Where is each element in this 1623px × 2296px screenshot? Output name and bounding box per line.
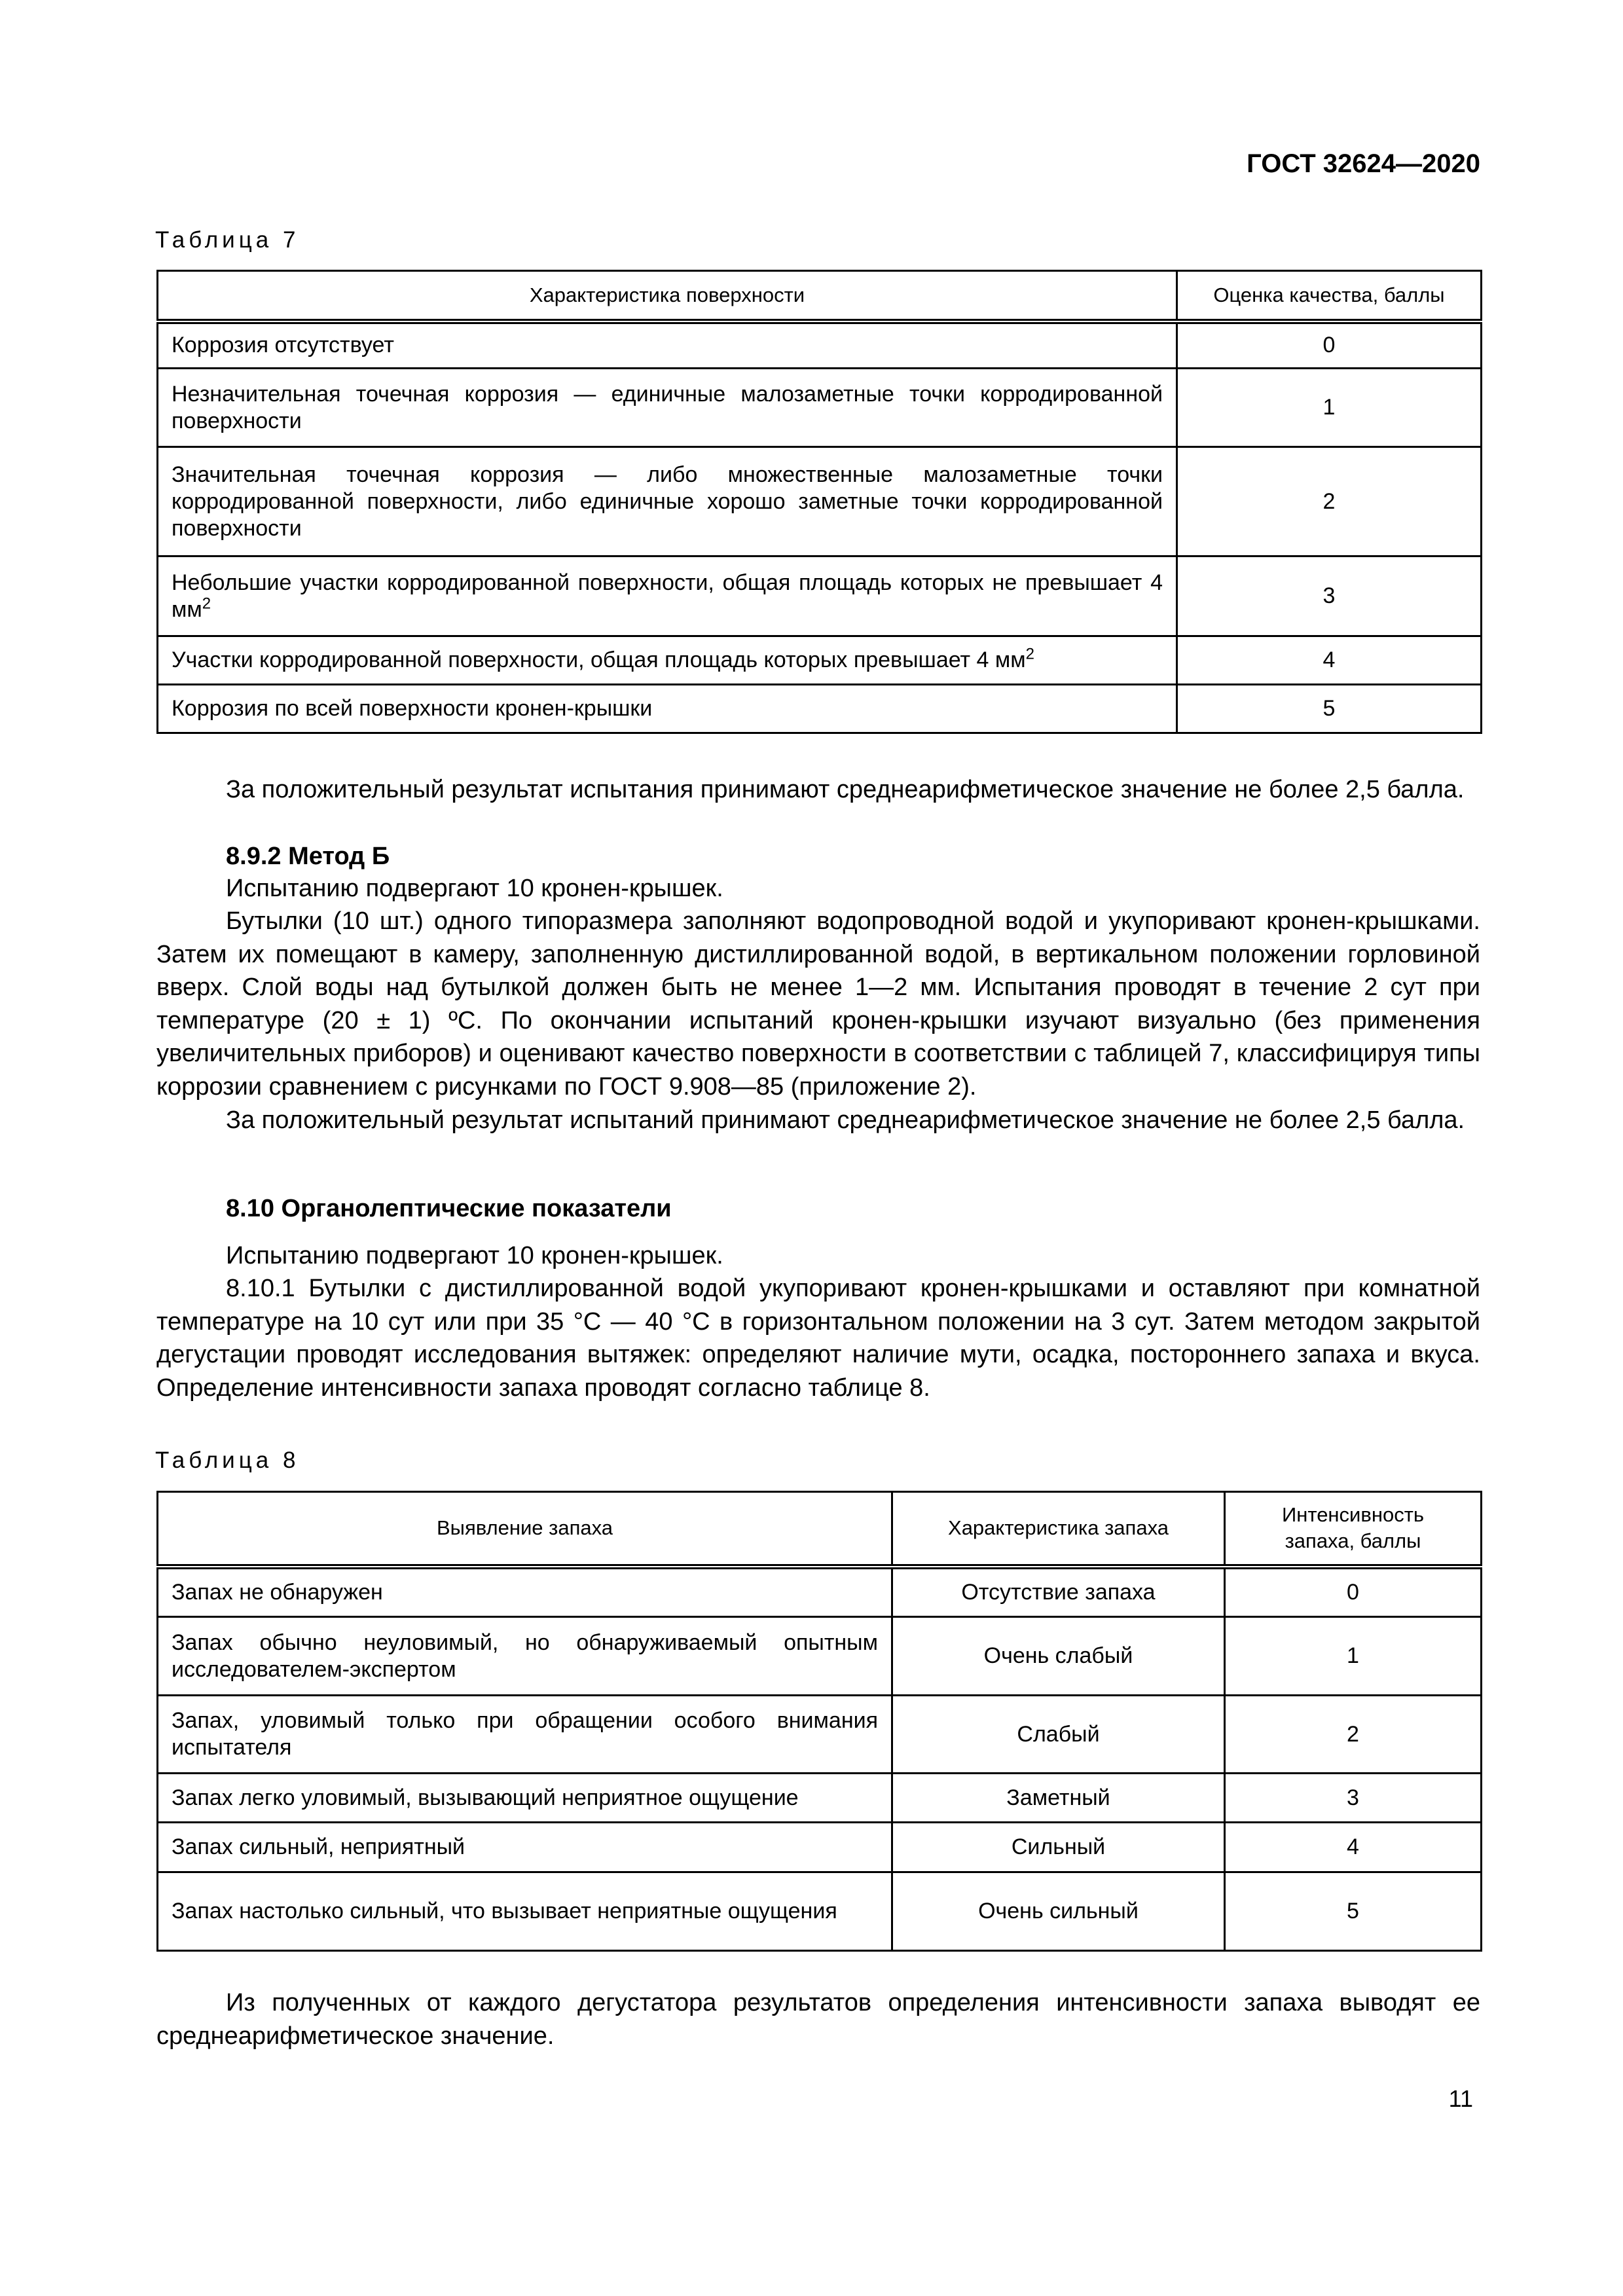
table-row (158, 1567, 1482, 1617)
quality-score: 2 (1177, 447, 1482, 556)
quality-score: 5 (1177, 685, 1482, 733)
odor-characteristic: Очень слабый (892, 1617, 1225, 1696)
odor-characteristic: Сильный (892, 1823, 1225, 1872)
paragraph: Из полученных от каждого дегустатора результатов определения интенсивности запаха выводят ее среднеарифметическое значение. (156, 1989, 1480, 2050)
odor-score: 0 (1225, 1567, 1482, 1617)
document-id: ГОСТ 32624—2020 (1247, 149, 1480, 178)
odor-detection: Запах не обнаружен (158, 1567, 892, 1617)
odor-detection: Запах настолько сильный, что вызывает неприятные ощущения (158, 1872, 892, 1951)
table-row (158, 1696, 1482, 1774)
table-row (158, 1774, 1482, 1823)
section-heading-8-9-2: 8.9.2 Метод Б (226, 843, 390, 870)
odor-score: 5 (1225, 1872, 1482, 1951)
paragraph: За положительный результат испытания принимают среднеарифметическое значение не более 2,5 балла. (226, 776, 1465, 803)
odor-detection: Запах обычно неуловимый, но обнаруживаемый опытным исследователем-экспертом (158, 1617, 892, 1696)
table-row (158, 1872, 1482, 1951)
table-7 (156, 270, 1482, 734)
paragraph: Испытанию подвергают 10 кронен-крышек. (226, 1242, 723, 1269)
surface-desc (158, 556, 1177, 636)
odor-detection: Запах, уловимый только при обращении особого внимания испытателя (158, 1696, 892, 1774)
surface-desc-text: Небольшие участки корродированной поверхности, общая площадь которых не превышает 4 мм (172, 570, 1163, 622)
table7-header-surface: Характеристика поверхности (158, 271, 1177, 321)
quality-score: 1 (1177, 369, 1482, 447)
section-heading-8-10: 8.10 Органолептические показатели (226, 1195, 672, 1222)
quality-score: 4 (1177, 636, 1482, 685)
surface-desc (158, 636, 1177, 685)
table8-header-characteristic: Характеристика запаха (892, 1492, 1225, 1567)
odor-characteristic: Слабый (892, 1696, 1225, 1774)
odor-score: 4 (1225, 1823, 1482, 1872)
odor-score: 1 (1225, 1617, 1482, 1696)
table-row (158, 685, 1482, 733)
odor-characteristic: Очень сильный (892, 1872, 1225, 1951)
page-number: 11 (1448, 2085, 1473, 2112)
table-row (158, 321, 1482, 369)
surface-desc: Незначительная точечная коррозия — единичные малозаметные точки корродированной поверхности (158, 369, 1177, 447)
quality-score: 3 (1177, 556, 1482, 636)
surface-desc: Коррозия по всей поверхности кронен-крышки (158, 685, 1177, 733)
odor-characteristic: Отсутствие запаха (892, 1567, 1225, 1617)
table-row (158, 636, 1482, 685)
superscript: 2 (202, 594, 211, 613)
paragraph: 8.10.1 Бутылки с дистиллированной водой укупоривают кронен-крышками и оставляют при комнатной температуре на 10 сут или при 35 °С — 40 °С в горизонтальном положении на 3 сут. Затем методом закрытой дегустации проводят исследования вытяжек: определяют наличие мути, осадка, постороннего запаха и вкуса. Определение интенсивности запаха проводят согласно таблице 8. (156, 1275, 1480, 1402)
paragraph: Испытанию подвергают 10 кронен-крышек. (226, 875, 723, 902)
surface-desc: Коррозия отсутствует (158, 321, 1177, 369)
odor-characteristic: Заметный (892, 1774, 1225, 1823)
table8-header-detection: Выявление запаха (158, 1492, 892, 1567)
table8-header-intensity: Интенсивность запаха, баллы (1225, 1492, 1482, 1567)
odor-score: 2 (1225, 1696, 1482, 1774)
odor-detection: Запах сильный, неприятный (158, 1823, 892, 1872)
table-row (158, 369, 1482, 447)
odor-detection: Запах легко уловимый, вызывающий неприятное ощущение (158, 1774, 892, 1823)
table-8 (156, 1491, 1482, 1952)
table-row (158, 1823, 1482, 1872)
surface-desc: Значительная точечная коррозия — либо множественные малозаметные точки корродированной поверхности, либо единичные хорошо заметные точки корродированной поверхности (158, 447, 1177, 556)
table7-header-score: Оценка качества, баллы (1177, 271, 1482, 321)
superscript: 2 (1025, 645, 1035, 663)
table-row (158, 447, 1482, 556)
quality-score: 0 (1177, 321, 1482, 369)
paragraph: Бутылки (10 шт.) одного типоразмера заполняют водопроводной водой и укупоривают кронен-крышками. Затем их помещают в камеру, заполненную дистиллированной водой, в вертикальном положении горловиной вверх. Слой воды над бутылкой должен быть не менее 1—2 мм. Испытания проводят в течение 2 сут при температуре (20 ± 1) ºС. По окончании испытаний кронен-крышки изучают визуально (без применения увеличительных приборов) и оценивают качество поверхности в соответствии с таблицей 7, классифицируя типы коррозии сравнением с рисунками по ГОСТ 9.908—85 (приложение 2). (156, 907, 1480, 1101)
odor-score: 3 (1225, 1774, 1482, 1823)
table7-caption: Таблица 7 (155, 227, 300, 253)
table8-caption: Таблица 8 (155, 1448, 300, 1473)
surface-desc-text: Участки корродированной поверхности, общая площадь которых превышает 4 мм (172, 647, 1026, 672)
paragraph: За положительный результат испытаний принимают среднеарифметическое значение не более 2,5 балла. (226, 1106, 1465, 1134)
table-row (158, 1617, 1482, 1696)
table-row (158, 556, 1482, 636)
